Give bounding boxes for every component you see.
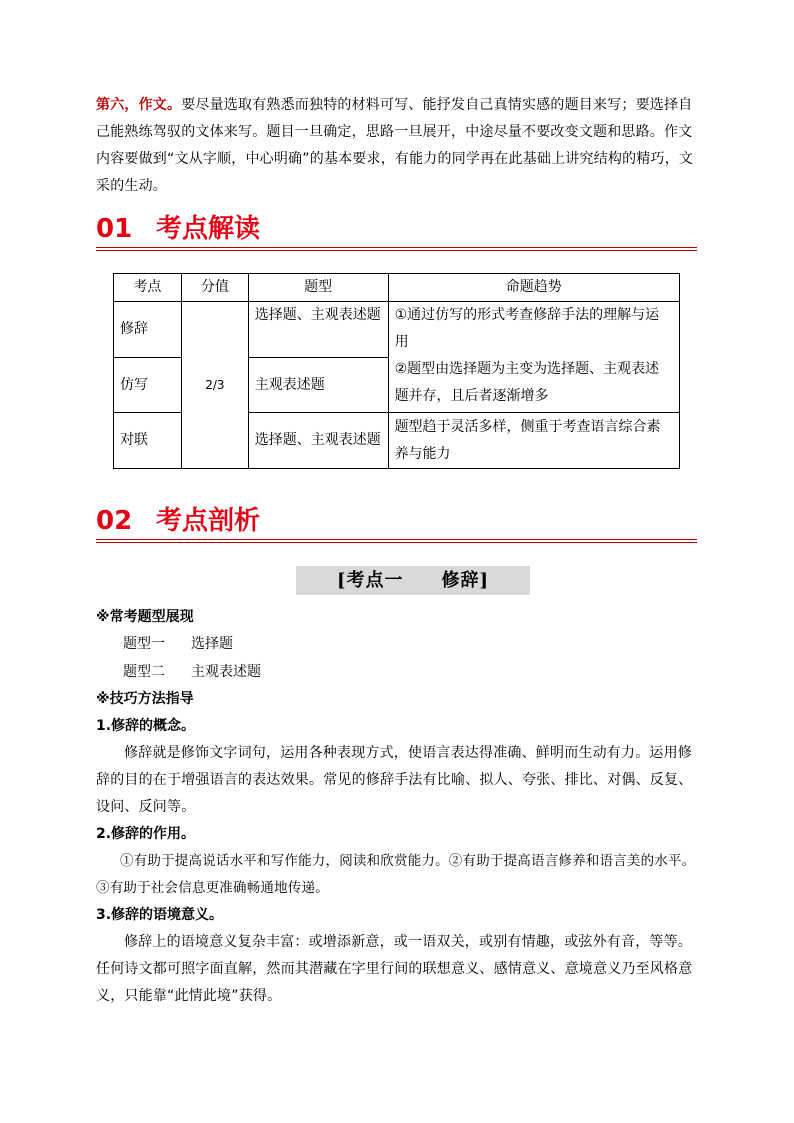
type-name: 选择题 bbox=[191, 636, 233, 652]
exam-point-table bbox=[113, 273, 680, 469]
methods-heading: ※技巧方法指导 bbox=[96, 691, 194, 707]
type-label: 题型一 bbox=[123, 636, 165, 652]
type-label: 题型二 bbox=[123, 664, 165, 680]
table-cell-type: 主观表述题 bbox=[248, 358, 388, 413]
table-cell-point: 修辞 bbox=[114, 302, 182, 358]
table-cell-trend: 题型趋于灵活多样，侧重于考查语言综合素养与能力 bbox=[388, 413, 679, 469]
table-cell-trend bbox=[388, 302, 679, 413]
table-row bbox=[114, 302, 680, 358]
table-header-row bbox=[114, 274, 680, 302]
table-header-cell: 命题趋势 bbox=[388, 274, 679, 302]
common-types-heading: ※常考题型展现 bbox=[96, 609, 194, 625]
section-title: 考点剖析 bbox=[156, 506, 261, 536]
table-cell-type: 选择题、主观表述题 bbox=[248, 302, 388, 358]
section-header-1 bbox=[96, 213, 697, 248]
type-name: 主观表述题 bbox=[191, 664, 261, 680]
list-item bbox=[123, 659, 261, 686]
subheading: 3.修辞的语境意义。 bbox=[96, 907, 224, 923]
section-number: 01 bbox=[96, 214, 133, 244]
table-cell-score: 2/3 bbox=[181, 302, 248, 469]
paragraph: 修辞上的语境意义复杂丰富：或增添新意，或一语双关，或别有情趣，或弦外有音，等等。任何诗文都可照字面直解，然而其潜藏在字里行间的联想意义、感情意义、意境意义乃至风格意义，只能靠“此情此境”获得。 bbox=[96, 934, 693, 1004]
intro-paragraph bbox=[96, 92, 698, 200]
table-header-cell: 考点 bbox=[114, 274, 182, 302]
intro-text: 要尽量选取有熟悉而独特的材料可写、能抒发自己真情实感的题目来写；要选择自己能熟练驾驭的文体来写。题目一旦确定，思路一旦展开，中途尽量不要改变文题和思路。作文内容要做到“文从字顺，中心明确”的基本要求，有能力的同学再在此基础上讲究结构的精巧，文采的生动。 bbox=[96, 97, 694, 194]
intro-lead: 第六，作文。 bbox=[96, 97, 182, 113]
paragraph: ①有助于提高说话水平和写作能力，阅读和欣赏能力。②有助于提高语言修养和语言美的水平。③有助于社会信息更准确畅通地传递。 bbox=[96, 853, 696, 896]
paragraph: 修辞就是修饰文字词句，运用各种表现方式，使语言表达得准确、鲜明而生动有力。运用修辞的目的在于增强语言的表达效果。常见的修辞手法有比喻、拟人、夸张、排比、对偶、反复、设问、反问等。 bbox=[96, 745, 693, 815]
section-title: 考点解读 bbox=[156, 214, 261, 244]
section-number: 02 bbox=[96, 506, 133, 536]
exam-point-banner: [考点一 修辞] bbox=[296, 566, 530, 595]
subheading: 1.修辞的概念。 bbox=[96, 718, 196, 734]
subheading: 2.修辞的作用。 bbox=[96, 826, 196, 842]
table-header-cell: 分值 bbox=[181, 274, 248, 302]
table-cell-point: 对联 bbox=[114, 413, 182, 469]
trend-item: ②题型由选择题为主变为选择题、主观表述题并存，且后者逐渐增多 bbox=[394, 361, 660, 404]
table-cell-point: 仿写 bbox=[114, 358, 182, 413]
table-cell-type: 选择题、主观表述题 bbox=[248, 413, 388, 469]
list-item bbox=[123, 631, 233, 658]
section-header-2 bbox=[96, 505, 697, 540]
table-header-cell: 题型 bbox=[248, 274, 388, 302]
trend-item: ①通过仿写的形式考查修辞手法的理解与运用 bbox=[394, 307, 660, 350]
